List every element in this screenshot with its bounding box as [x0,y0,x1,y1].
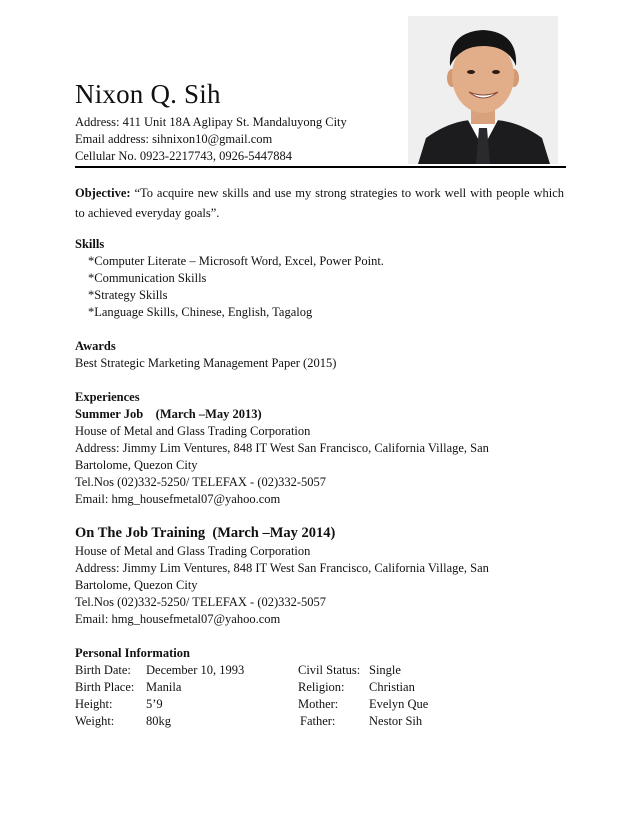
objective-section [75,183,564,223]
contact-block [75,114,347,165]
experiences-section [75,389,489,508]
skill-item: *Computer Literate – Microsoft Word, Excel, Power Point. [88,254,384,268]
job-telephone: Tel.Nos (02)332-5250/ TELEFAX - (02)332-5057 [75,595,327,609]
awards-section [75,338,336,372]
info-value: December 10, 1993 [146,663,245,677]
cellular-line: Cellular No. 0923-2217743, 0926-5447884 [75,149,292,163]
experiences-heading: Experiences [75,390,140,404]
job-title: On The Job Training (March –May 2014) [75,525,336,541]
skill-item: *Language Skills, Chinese, English, Tagalog [88,305,313,319]
info-value: Christian [369,680,415,694]
skill-item: *Strategy Skills [88,288,168,302]
address-line: Address: 411 Unit 18A Aglipay St. Mandaluyong City [75,115,347,129]
job-email: Email: hmg_housefmetal07@yahoo.com [75,612,281,626]
personal-info-heading: Personal Information [75,646,190,660]
objective-label: Objective: [75,186,131,200]
info-label: Height: [75,697,113,711]
skill-item: *Communication Skills [88,271,207,285]
job-company: House of Metal and Glass Trading Corporation [75,544,311,558]
candidate-name: Nixon Q. Sih [75,79,221,109]
job-email: Email: hmg_housefmetal07@yahoo.com [75,492,281,506]
job-address: Bartolome, Quezon City [75,458,198,472]
portrait-image [408,16,558,164]
header-divider [75,166,566,168]
job-company: House of Metal and Glass Trading Corporation [75,424,311,438]
info-value: Single [369,663,401,677]
info-value: Evelyn Que [369,697,429,711]
info-label: Weight: [75,714,115,728]
objective-text: “To acquire new skills and use my strong strategies to work well with people which to achieved everyday goals”. [75,186,564,220]
awards-heading: Awards [75,339,116,353]
job-telephone: Tel.Nos (02)332-5250/ TELEFAX - (02)332-5057 [75,475,327,489]
info-label: Father: [300,714,336,728]
info-value: 5’9 [146,697,163,711]
job-title: Summer Job (March –May 2013) [75,407,262,421]
info-label: Religion: [298,680,345,694]
skills-section [75,236,384,321]
job-address: Bartolome, Quezon City [75,578,198,592]
award-item: Best Strategic Marketing Management Paper (2015) [75,356,337,370]
info-label: Mother: [298,697,339,711]
email-line: Email address: sihnixon10@gmail.com [75,132,273,146]
ojt-section [75,523,489,628]
info-label: Birth Date: [75,663,131,677]
info-value: 80kg [146,714,171,728]
info-label: Birth Place: [75,680,135,694]
job-address: Address: Jimmy Lim Ventures, 848 IT West San Francisco, California Village, San [75,441,489,455]
info-value: Manila [146,680,182,694]
job-address: Address: Jimmy Lim Ventures, 848 IT West San Francisco, California Village, San [75,561,489,575]
info-value: Nestor Sih [369,714,423,728]
skills-heading: Skills [75,237,105,251]
info-label: Civil Status: [298,663,361,677]
profile-photo [408,16,558,164]
